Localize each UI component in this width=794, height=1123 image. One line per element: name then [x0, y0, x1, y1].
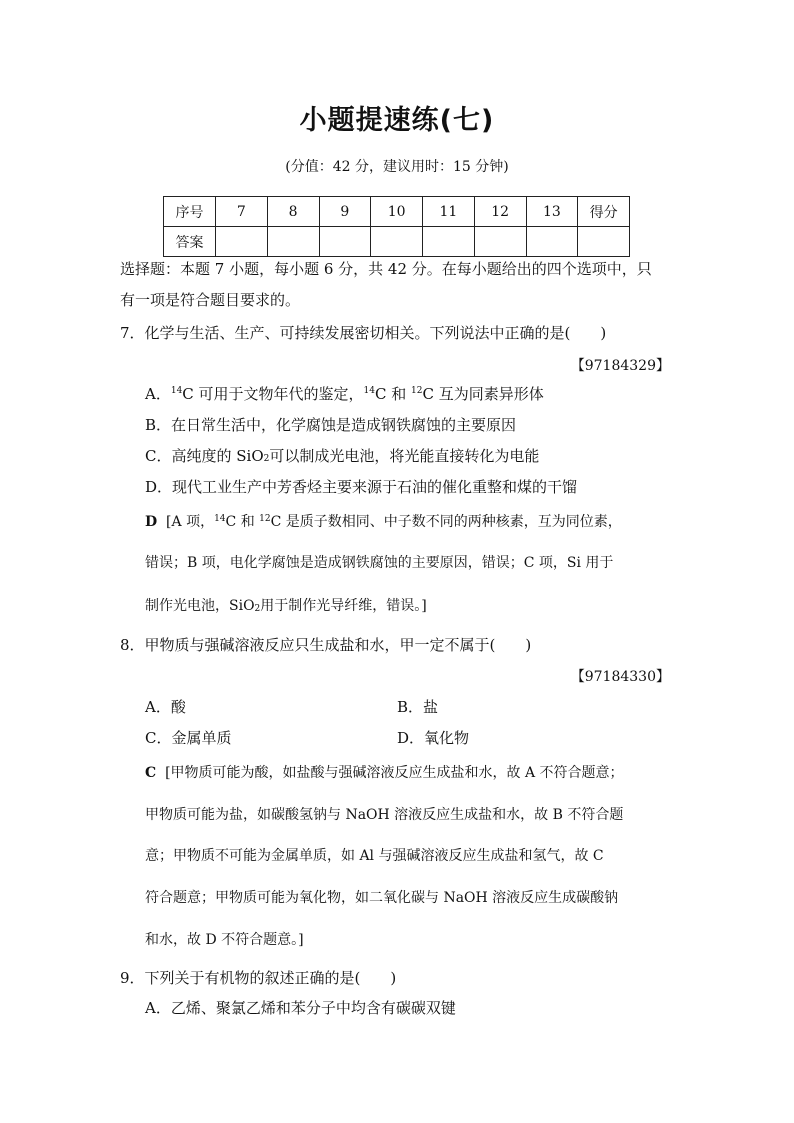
answer-cell [423, 227, 475, 257]
q9-stem: 9．下列关于有机物的叙述正确的是( ) [120, 969, 397, 987]
page-subtitle: (分值：42 分，建议用时：15 分钟) [285, 159, 509, 175]
q8-answer-line-4: 符合题意；甲物质可能为氧化物，如二氧化碳与 NaOH 溶液反应生成碳酸钠 [145, 890, 619, 906]
q8-ref-code: 【97184330】 [570, 669, 670, 685]
q7-answer-letter: D [145, 514, 158, 530]
q7-stem: 7．化学与生活、生产、可持续发展密切相关。下列说法中正确的是( ) [120, 324, 607, 342]
answer-table [163, 196, 630, 257]
q7-answer-line-1: D [A 项，$^{14}$C 和 $^{12}$C 是质子数相同、中子数不同的两种核素，互为同位素， [145, 514, 622, 530]
table-cell: 13 [526, 197, 578, 227]
q7-option-a: A．$^{14}$C 可用于文物年代的鉴定，$^{14}$C 和 $^{12}$C 互为同素异形体 [145, 385, 544, 403]
q8-answer-line-1: C [甲物质可能为酸，如盐酸与强碱溶液反应生成盐和水，故 A 不符合题意； [145, 765, 624, 781]
table-cell: 11 [423, 197, 475, 227]
intro-line-2: 有一项是符合题目要求的。 [120, 291, 301, 309]
score-cell [578, 227, 630, 257]
answer-cell [474, 227, 526, 257]
q8-answer-line-5: 和水，故 D 不符合题意。] [145, 932, 304, 948]
table-cell: 10 [371, 197, 423, 227]
q8-option-b: B．盐 [397, 698, 439, 716]
table-cell: 9 [319, 197, 371, 227]
answer-cell [216, 227, 268, 257]
q7-option-d: D．现代工业生产中芳香烃主要来源于石油的催化重整和煤的干馏 [145, 478, 578, 496]
intro-line-1: 选择题：本题 7 小题，每小题 6 分，共 42 分。在每小题给出的四个选项中，只 [120, 260, 652, 278]
q7-answer-line-3: 制作光电池，SiO$_2$用于制作光导纤维，错误。] [145, 598, 427, 614]
q8-answer-line-3: 意；甲物质不可能为金属单质，如 Al 与强碱溶液反应生成盐和氢气，故 C [145, 848, 604, 864]
q9-option-a: A．乙烯、聚氯乙烯和苯分子中均含有碳碳双键 [145, 999, 456, 1017]
table-row [164, 227, 630, 257]
q8-option-c: C．金属单质 [145, 729, 232, 747]
table-cell: 序号 [164, 197, 216, 227]
q8-option-a: A．酸 [145, 698, 186, 716]
table-cell: 答案 [164, 227, 216, 257]
table-row [164, 197, 630, 227]
page-title: 小题提速练(七) [299, 105, 495, 136]
table-cell: 得分 [578, 197, 630, 227]
answer-cell [371, 227, 423, 257]
answer-cell [319, 227, 371, 257]
table-cell: 8 [267, 197, 319, 227]
q7-ref-code: 【97184329】 [570, 358, 670, 374]
q8-answer-letter: C [145, 765, 157, 781]
q7-option-c: C．高纯度的 SiO$_2$可以制成光电池，将光能直接转化为电能 [145, 447, 540, 465]
q8-answer-line-2: 甲物质可能为盐，如碳酸氢钠与 NaOH 溶液反应生成盐和水，故 B 不符合题 [145, 807, 624, 823]
answer-cell [526, 227, 578, 257]
q7-answer-line-2: 错误；B 项，电化学腐蚀是造成钢铁腐蚀的主要原因，错误；C 项，Si 用于 [145, 555, 614, 571]
q8-stem: 8．甲物质与强碱溶液反应只生成盐和水，甲一定不属于( ) [120, 636, 532, 654]
table-cell: 7 [216, 197, 268, 227]
answer-cell [267, 227, 319, 257]
q8-option-d: D．氧化物 [397, 729, 470, 747]
table-cell: 12 [474, 197, 526, 227]
q7-option-b: B．在日常生活中，化学腐蚀是造成钢铁腐蚀的主要原因 [145, 416, 517, 434]
